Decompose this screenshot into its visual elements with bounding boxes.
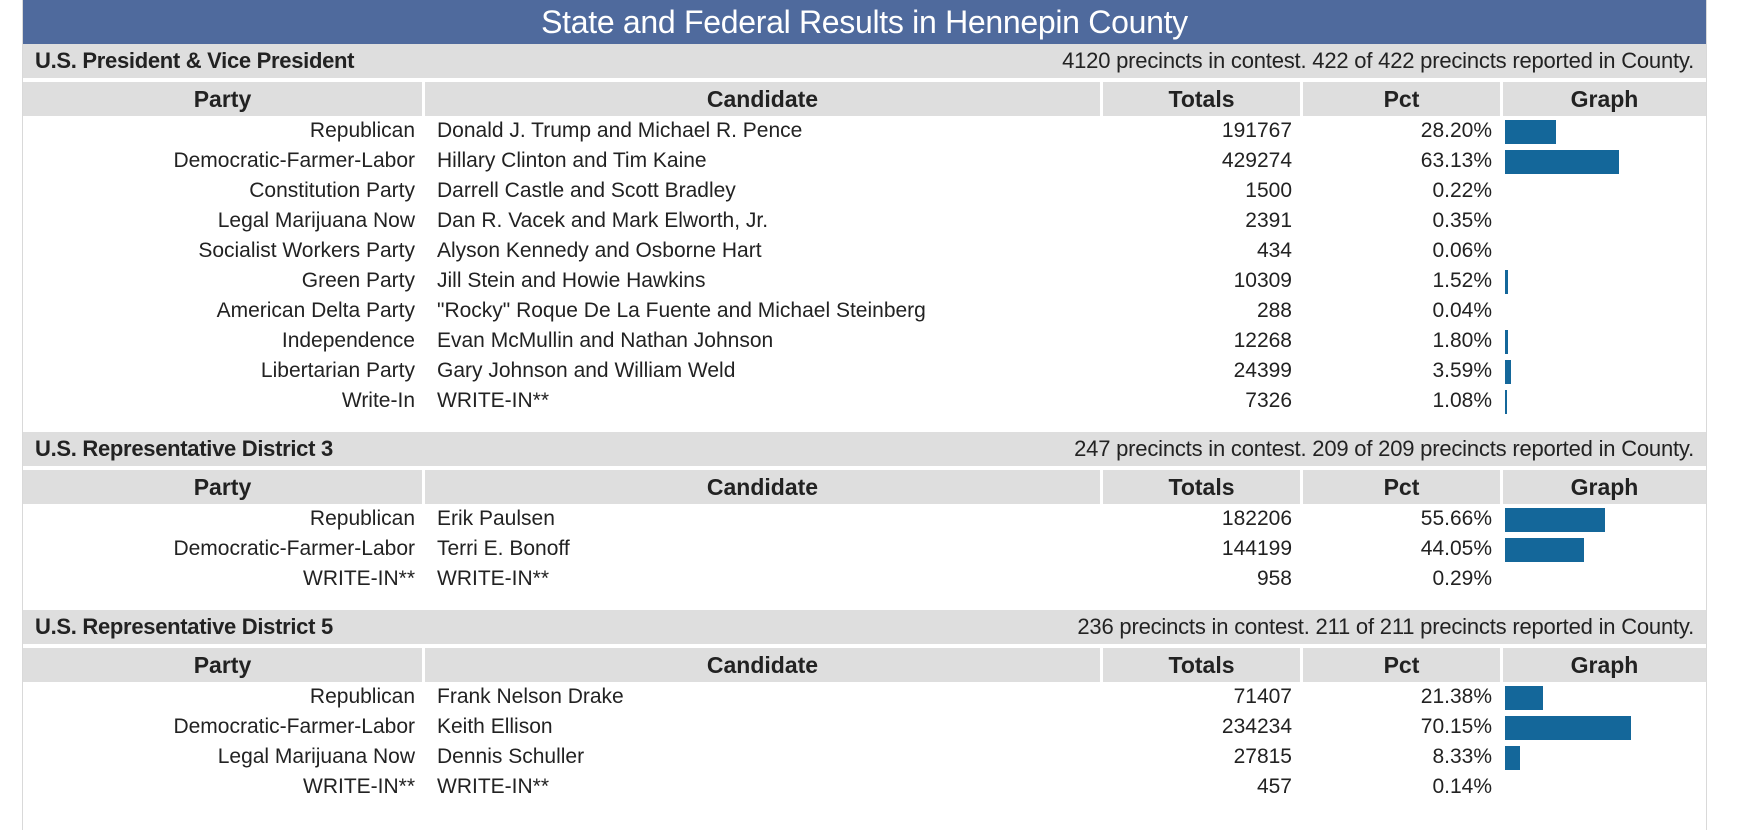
party-cell: Legal Marijuana Now [217, 209, 415, 232]
total-votes-cell: 144199 [1221, 537, 1292, 560]
candidate-cell: Dan R. Vacek and Mark Elworth, Jr. [437, 209, 769, 232]
contest-list [22, 44, 1707, 802]
total-votes-cell: 2391 [1245, 209, 1292, 232]
percent-cell: 1.08% [1432, 389, 1492, 412]
total-votes-cell: 7326 [1245, 389, 1292, 412]
graph-column-header: Graph [1503, 82, 1706, 116]
table-row [23, 712, 1706, 742]
table-row [23, 326, 1706, 356]
percent-cell: 3.59% [1432, 359, 1492, 382]
contest-status: 236 precincts in contest. 211 of 211 precincts reported in County. [1077, 614, 1694, 639]
graph-cell [1503, 296, 1706, 326]
graph-column-header: Graph [1503, 470, 1706, 504]
section-spacer [22, 416, 1707, 432]
table-row [23, 236, 1706, 266]
contest-status: 4120 precincts in contest. 422 of 422 precincts reported in County. [1062, 48, 1694, 73]
graph-cell [1503, 534, 1706, 564]
candidate-cell: Gary Johnson and William Weld [437, 359, 736, 382]
percent-bar [1505, 120, 1556, 144]
total-votes-cell: 182206 [1221, 507, 1292, 530]
graph-cell [1503, 742, 1706, 772]
party-cell: WRITE-IN** [303, 567, 415, 590]
candidate-cell: "Rocky" Roque De La Fuente and Michael Steinberg [437, 299, 926, 322]
candidate-cell: Dennis Schuller [437, 745, 585, 768]
percent-bar [1505, 716, 1631, 740]
percent-bar [1505, 686, 1543, 710]
party-cell: Democratic-Farmer-Labor [173, 149, 415, 172]
percent-bar [1505, 330, 1508, 354]
table-row [23, 206, 1706, 236]
total-votes-cell: 27815 [1233, 745, 1292, 768]
table-row [23, 146, 1706, 176]
graph-cell [1503, 236, 1706, 266]
graph-cell [1503, 564, 1706, 594]
candidate-column-header: Candidate [425, 82, 1103, 116]
party-column-header: Party [23, 648, 425, 682]
table-header-row [23, 82, 1706, 116]
total-votes-cell: 24399 [1233, 359, 1292, 382]
percent-cell: 70.15% [1420, 715, 1492, 738]
percent-bar [1505, 746, 1520, 770]
party-cell: Libertarian Party [260, 359, 415, 382]
table-row [23, 772, 1706, 802]
total-votes-cell: 457 [1256, 775, 1292, 798]
party-cell: WRITE-IN** [303, 775, 415, 798]
total-votes-cell: 429274 [1221, 149, 1292, 172]
percent-cell: 21.38% [1420, 685, 1492, 708]
pct-column-header: Pct [1303, 648, 1503, 682]
percent-cell: 8.33% [1432, 745, 1492, 768]
percent-cell: 0.06% [1432, 239, 1492, 262]
total-votes-cell: 434 [1256, 239, 1292, 262]
contest-header [23, 44, 1706, 78]
candidate-cell: Terri E. Bonoff [437, 537, 570, 560]
percent-bar [1505, 538, 1584, 562]
table-row [23, 742, 1706, 772]
graph-cell [1503, 326, 1706, 356]
totals-column-header: Totals [1103, 648, 1303, 682]
results-table [23, 648, 1706, 802]
graph-cell [1503, 504, 1706, 534]
graph-cell [1503, 176, 1706, 206]
party-cell: Legal Marijuana Now [217, 745, 415, 768]
table-row [23, 176, 1706, 206]
total-votes-cell: 71407 [1233, 685, 1292, 708]
graph-cell [1503, 772, 1706, 802]
percent-bar [1505, 150, 1619, 174]
total-votes-cell: 191767 [1221, 119, 1292, 142]
candidate-cell: Darrell Castle and Scott Bradley [437, 179, 736, 202]
candidate-cell: WRITE-IN** [437, 775, 549, 798]
results-table [23, 82, 1706, 416]
graph-cell [1503, 356, 1706, 386]
party-cell: Republican [309, 119, 415, 142]
percent-bar [1505, 508, 1605, 532]
party-cell: American Delta Party [216, 299, 415, 322]
percent-bar [1505, 270, 1508, 294]
candidate-cell: Donald J. Trump and Michael R. Pence [437, 119, 803, 142]
percent-cell: 1.80% [1432, 329, 1492, 352]
candidate-cell: Hillary Clinton and Tim Kaine [437, 149, 707, 172]
percent-cell: 0.22% [1432, 179, 1492, 202]
pct-column-header: Pct [1303, 82, 1503, 116]
total-votes-cell: 10309 [1233, 269, 1292, 292]
section-spacer [22, 594, 1707, 610]
percent-cell: 0.14% [1432, 775, 1492, 798]
candidate-cell: Keith Ellison [437, 715, 553, 738]
total-votes-cell: 958 [1256, 567, 1292, 590]
total-votes-cell: 234234 [1221, 715, 1292, 738]
percent-cell: 44.05% [1420, 537, 1492, 560]
table-header-row [23, 648, 1706, 682]
contest-header [23, 610, 1706, 644]
graph-cell [1503, 682, 1706, 712]
party-column-header: Party [23, 470, 425, 504]
party-cell: Socialist Workers Party [198, 239, 415, 262]
party-cell: Republican [309, 685, 415, 708]
graph-column-header: Graph [1503, 648, 1706, 682]
contest-header [23, 432, 1706, 466]
candidate-cell: Alyson Kennedy and Osborne Hart [437, 239, 762, 262]
graph-cell [1503, 386, 1706, 416]
totals-column-header: Totals [1103, 470, 1303, 504]
table-row [23, 386, 1706, 416]
party-cell: Democratic-Farmer-Labor [173, 537, 415, 560]
candidate-column-header: Candidate [425, 648, 1103, 682]
percent-cell: 55.66% [1420, 507, 1492, 530]
total-votes-cell: 12268 [1233, 329, 1292, 352]
percent-cell: 0.04% [1432, 299, 1492, 322]
party-cell: Constitution Party [249, 179, 415, 202]
table-row [23, 504, 1706, 534]
percent-cell: 1.52% [1432, 269, 1492, 292]
contest-status: 247 precincts in contest. 209 of 209 precincts reported in County. [1074, 436, 1694, 461]
table-header-row [23, 470, 1706, 504]
party-cell: Republican [309, 507, 415, 530]
percent-cell: 63.13% [1420, 149, 1492, 172]
candidate-column-header: Candidate [425, 470, 1103, 504]
candidate-cell: Frank Nelson Drake [437, 685, 624, 708]
graph-cell [1503, 712, 1706, 742]
table-row [23, 116, 1706, 146]
table-row [23, 682, 1706, 712]
candidate-cell: Jill Stein and Howie Hawkins [437, 269, 706, 292]
candidate-cell: Evan McMullin and Nathan Johnson [437, 329, 774, 352]
party-cell: Independence [281, 329, 415, 352]
percent-cell: 0.29% [1432, 567, 1492, 590]
table-row [23, 296, 1706, 326]
results-table [23, 470, 1706, 594]
percent-cell: 28.20% [1420, 119, 1492, 142]
contest-title: U.S. President & Vice President [35, 48, 355, 73]
percent-bar [1505, 360, 1511, 384]
totals-column-header: Totals [1103, 82, 1303, 116]
party-cell: Democratic-Farmer-Labor [173, 715, 415, 738]
total-votes-cell: 288 [1256, 299, 1292, 322]
candidate-cell: Erik Paulsen [437, 507, 555, 530]
contest-title: U.S. Representative District 5 [35, 614, 333, 639]
party-cell: Green Party [301, 269, 415, 292]
table-row [23, 266, 1706, 296]
party-cell: Write-In [341, 389, 415, 412]
table-row [23, 534, 1706, 564]
total-votes-cell: 1500 [1245, 179, 1292, 202]
graph-cell [1503, 266, 1706, 296]
contest-title: U.S. Representative District 3 [35, 436, 333, 461]
pct-column-header: Pct [1303, 470, 1503, 504]
percent-bar [1505, 390, 1507, 414]
results-frame [22, 0, 1707, 830]
table-row [23, 356, 1706, 386]
graph-cell [1503, 116, 1706, 146]
graph-cell [1503, 146, 1706, 176]
page-title: State and Federal Results in Hennepin County [22, 0, 1707, 44]
party-column-header: Party [23, 82, 425, 116]
candidate-cell: WRITE-IN** [437, 567, 549, 590]
graph-cell [1503, 206, 1706, 236]
candidate-cell: WRITE-IN** [437, 389, 549, 412]
table-row [23, 564, 1706, 594]
percent-cell: 0.35% [1432, 209, 1492, 232]
